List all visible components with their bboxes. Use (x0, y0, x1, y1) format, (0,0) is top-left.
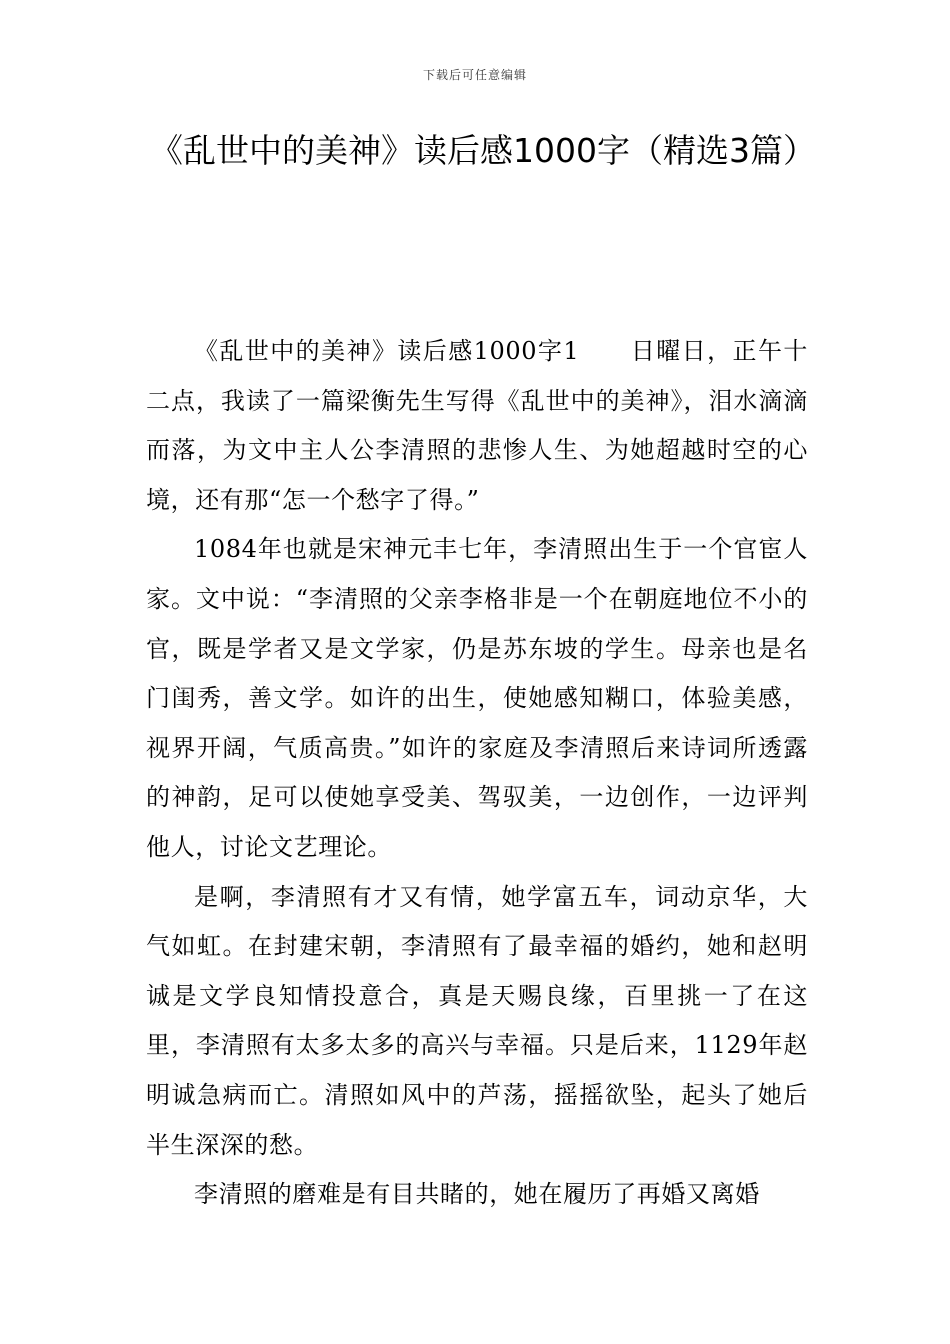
paragraph: 李清照的磨难是有目共睹的，她在履历了再婚又离婚 (194, 1180, 760, 1209)
document-title: 《乱世中的美神》读后感1000字（精选3篇） (150, 131, 816, 170)
paragraph: 是啊，李清照有才又有情，她学富五车，词动京华，大气如虹。在封建宋朝，李清照有了最幸福的婚约，她和赵明诚是文学良知情投意合，真是天赐良缘，百里挑一了在这里，李清照有太多太多的高兴与幸福。只是后来，1129年赵明诚急病而亡。清照如风中的芦荡，摇摇欲坠，起头了她后半生深深的愁。 (146, 882, 808, 1159)
paragraph: 《乱世中的美神》读后感1000字1 日曜日，正午十二点，我读了一篇梁衡先生写得《乱世中的美神》，泪水滴滴而落，为文中主人公李清照的悲惨人生、为她超越时空的心境，还有那“怎一个愁字了得。” (146, 337, 808, 514)
header-note: 下载后可任意编辑 (422, 68, 527, 82)
document-body (146, 327, 808, 1220)
paragraph: 1084年也就是宋神元丰七年，李清照出生于一个官宦人家。文中说：“李清照的父亲李格非是一个在朝庭地位不小的官，既是学者又是文学家，仍是苏东坡的学生。母亲也是名门闺秀，善文学。如许的出生，使她感知糊口，体验美感，视界开阔，气质高贵。”如许的家庭及李清照后来诗词所透露的神韵，足可以使她享受美、驾驭美，一边创作，一边评判他人，讨论文艺理论。 (146, 535, 808, 861)
